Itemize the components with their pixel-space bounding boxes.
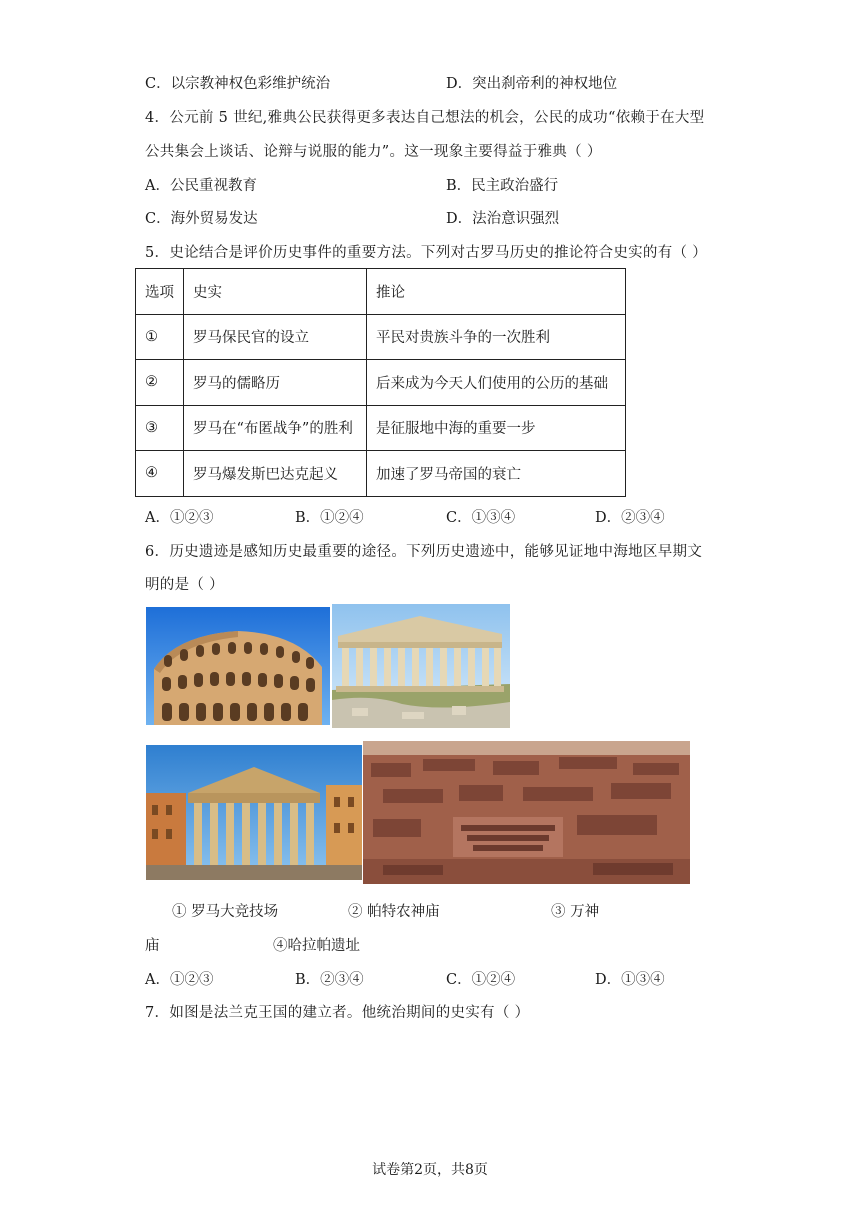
q4-stem-line1: 4．公元前 5 世纪,雅典公民获得更多表达自己想法的机会，公民的成功“依赖于在大型 [145, 110, 705, 126]
colosseum-photo [146, 607, 330, 725]
table-cell: 后来成为今天人们使用的公历的基础 [367, 360, 626, 406]
table-header-row [136, 269, 626, 315]
caption-1: ① 罗马大竞技场 [172, 904, 279, 920]
table-cell: 罗马在“布匿战争”的胜利 [184, 405, 367, 451]
q4-stem-line2: 公共集会上谈话、论辩与说服的能力”。这一现象主要得益于雅典（ ） [145, 144, 602, 160]
caption-2: ② 帕特农神庙 [348, 904, 440, 920]
table-cell: 罗马爆发斯巴达克起义 [184, 451, 367, 497]
table-cell: 加速了罗马帝国的衰亡 [367, 451, 626, 497]
q5-option-b: B．①②④ [295, 510, 364, 526]
q5-option-c: C．①③④ [446, 510, 516, 526]
q6-option-b: B．②③④ [295, 972, 364, 988]
table-row [136, 451, 626, 497]
page-footer: 试卷第2页，共8页 [372, 1162, 488, 1178]
table-row [136, 314, 626, 360]
table-cell: 罗马的儒略历 [184, 360, 367, 406]
table-header-cell: 选项 [136, 269, 184, 315]
q4-option-d: D．法治意识强烈 [446, 211, 560, 227]
table-cell: 罗马保民官的设立 [184, 314, 367, 360]
q6-option-d: D．①③④ [595, 972, 665, 988]
table-cell: 平民对贵族斗争的一次胜利 [367, 314, 626, 360]
parthenon-photo [332, 604, 510, 728]
q5-stem: 5．史论结合是评价历史事件的重要方法。下列对古罗马历史的推论符合史实的有（ ） [145, 245, 708, 261]
q7-stem: 7．如图是法兰克王国的建立者。他统治期间的史实有（ ） [145, 1005, 530, 1021]
q6-option-a: A．①②③ [145, 972, 214, 988]
q4-option-a: A．公民重视教育 [145, 178, 257, 194]
q4-option-c: C．海外贸易发达 [145, 211, 258, 227]
table-header-cell: 推论 [367, 269, 626, 315]
caption-3: ③ 万神 [551, 904, 600, 920]
table-cell: 是征服地中海的重要一步 [367, 405, 626, 451]
table-cell: ② [136, 360, 184, 406]
caption-3-continued: 庙 [145, 938, 160, 954]
caption-4: ④哈拉帕遗址 [273, 938, 360, 954]
q5-option-d: D．②③④ [595, 510, 665, 526]
q3-option-d: D．突出刹帝利的神权地位 [446, 76, 618, 92]
q3-option-c: C．以宗教神权色彩维护统治 [145, 76, 331, 92]
q6-stem-line1: 6．历史遗迹是感知历史最重要的途径。下列历史遗迹中，能够见证地中海地区早期文 [145, 544, 703, 560]
table-cell: ① [136, 314, 184, 360]
q6-option-c: C．①②④ [446, 972, 516, 988]
harappa-photo [363, 741, 690, 884]
table-header-cell: 史实 [184, 269, 367, 315]
q5-option-a: A．①②③ [145, 510, 214, 526]
q5-table [135, 268, 626, 497]
table-cell: ③ [136, 405, 184, 451]
table-cell: ④ [136, 451, 184, 497]
q6-stem-line2: 明的是（ ） [145, 577, 224, 593]
pantheon-photo [146, 745, 362, 880]
table-row [136, 360, 626, 406]
table-row [136, 405, 626, 451]
q4-option-b: B．民主政治盛行 [446, 178, 559, 194]
